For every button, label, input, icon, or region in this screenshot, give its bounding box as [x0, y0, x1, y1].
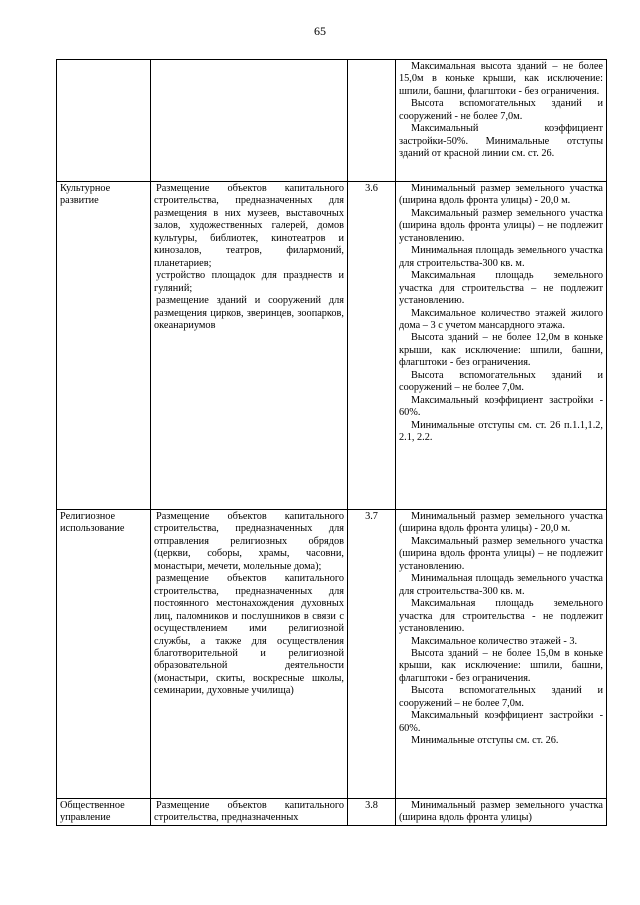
parameter-list: [396, 510, 607, 799]
land-use-type-name: [57, 60, 151, 182]
parameter-paragraph: Максимальный коэффициент застройки - 60%.: [399, 710, 603, 734]
parameter-paragraph: Максимальный размер земельного участка (ширина вдоль фронта улицы) – не подлежит установлению.: [399, 207, 603, 244]
parameter-paragraph: Минимальные отступы см. ст. 26.: [411, 735, 559, 747]
parameter-paragraph: Максимальный коэффициент застройки-50%. Минимальные отступы зданий от красной линии см. ст. 26.: [399, 123, 603, 160]
parameter-list: [396, 182, 607, 510]
land-use-type-name: Общественное управление: [57, 799, 151, 826]
parameter-paragraph: Максимальная площадь земельного участка для строительства - не подлежит установлению.: [399, 598, 603, 635]
description-paragraph: Размещение объектов капитального строительства, предназначенных для размещения в них музеев, выставочных залов, художественных галерей, домов культуры, библиотек, кинотеатров и кинозалов, театров, филармоний, планетариев;: [154, 183, 344, 269]
table-row: [57, 60, 607, 182]
table-row: [57, 182, 607, 510]
land-use-code: 3.7: [348, 510, 396, 799]
parameter-list: [396, 799, 607, 826]
parameter-paragraph: Максимальное количество этажей - 3.: [411, 635, 578, 647]
page-number: 65: [314, 24, 326, 38]
description-paragraph: размещение зданий и сооружений для размещения цирков, зверинцев, зоопарков, океанариумов: [154, 295, 344, 331]
parameter-paragraph: Высота зданий – не более 15,0м в коньке крыши, как исключение: шпили, башни, флагштоки - без ограничения.: [399, 647, 603, 684]
description-paragraph: Размещение объектов капитального строительства, предназначенных для отправления религиозных обрядов (церкви, соборы, храмы, часовни, монастыри, мечети, молельные дома);: [154, 511, 344, 572]
parameter-paragraph: Минимальные отступы см. ст. 26 п.1.1,1.2, 2.1, 2.2.: [399, 419, 603, 444]
parameter-paragraph: Минимальная площадь земельного участка для строительства-300 кв. м.: [399, 245, 603, 269]
land-use-code: 3.6: [348, 182, 396, 510]
land-use-type-name: Культурное развитие: [57, 182, 151, 510]
parameter-paragraph: Высота вспомогательных зданий и сооружений - не более 7,0м.: [399, 98, 603, 122]
parameter-paragraph: Максимальный размер земельного участка (ширина вдоль фронта улицы) – не подлежит установлению.: [399, 535, 603, 572]
land-use-regulations-table: [56, 59, 607, 826]
parameter-paragraph: Максимальная высота зданий – не более 15,0м в коньке крыши, как исключение: шпили, башни, флагштоки - без ограничения.: [399, 61, 603, 97]
land-use-description: [151, 182, 348, 510]
parameter-paragraph: Максимальное количество этажей жилого дома – 3 с учетом мансардного этажа.: [399, 307, 603, 331]
parameter-paragraph: Минимальный размер земельного участка (ширина вдоль фронта улицы) - 20,0 м.: [399, 511, 603, 535]
parameter-paragraph: Минимальный размер земельного участка (ширина вдоль фронта улицы) - 20,0 м.: [399, 183, 603, 207]
land-use-code: [348, 60, 396, 182]
land-use-description: [151, 60, 348, 182]
parameter-paragraph: Минимальная площадь земельного участка для строительства-300 кв. м.: [399, 573, 603, 597]
table-row: [57, 510, 607, 799]
description-paragraph: Размещение объектов капитального строительства, предназначенных: [154, 800, 344, 824]
parameter-paragraph: Высота вспомогательных зданий и сооружений – не более 7,0м.: [399, 685, 603, 709]
land-use-description: [151, 510, 348, 799]
parameter-paragraph: Максимальный коэффициент застройки - 60%.: [399, 394, 603, 419]
land-use-code: 3.8: [348, 799, 396, 826]
parameter-paragraph: Минимальный размер земельного участка (ширина вдоль фронта улицы): [399, 800, 603, 824]
table-body: [57, 60, 607, 826]
parameter-list: [396, 60, 607, 182]
parameter-paragraph: Максимальная площадь земельного участка для строительства – не подлежит установлению.: [399, 270, 603, 307]
land-use-type-name: Религиозное использование: [57, 510, 151, 799]
table-row: [57, 799, 607, 826]
parameter-paragraph: Высота вспомогательных зданий и сооружений – не более 7,0м.: [399, 369, 603, 394]
description-paragraph: размещение объектов капитального строительства, предназначенных для постоянного местонахождения духовных лиц, паломников и послушников в связи с осуществлением ими религиозной службы, а также для осуществления благотворительной и религиозной образовательной деятельности (монастыри, скиты, воскресные школы, семинарии, духовные училища): [154, 573, 344, 697]
description-paragraph: устройство площадок для празднеств и гуляний;: [154, 270, 344, 294]
land-use-description: [151, 799, 348, 826]
parameter-paragraph: Высота зданий – не более 12,0м в коньке крыши, как исключение: шпили, башни, флагштоки - без ограничения.: [399, 332, 603, 369]
